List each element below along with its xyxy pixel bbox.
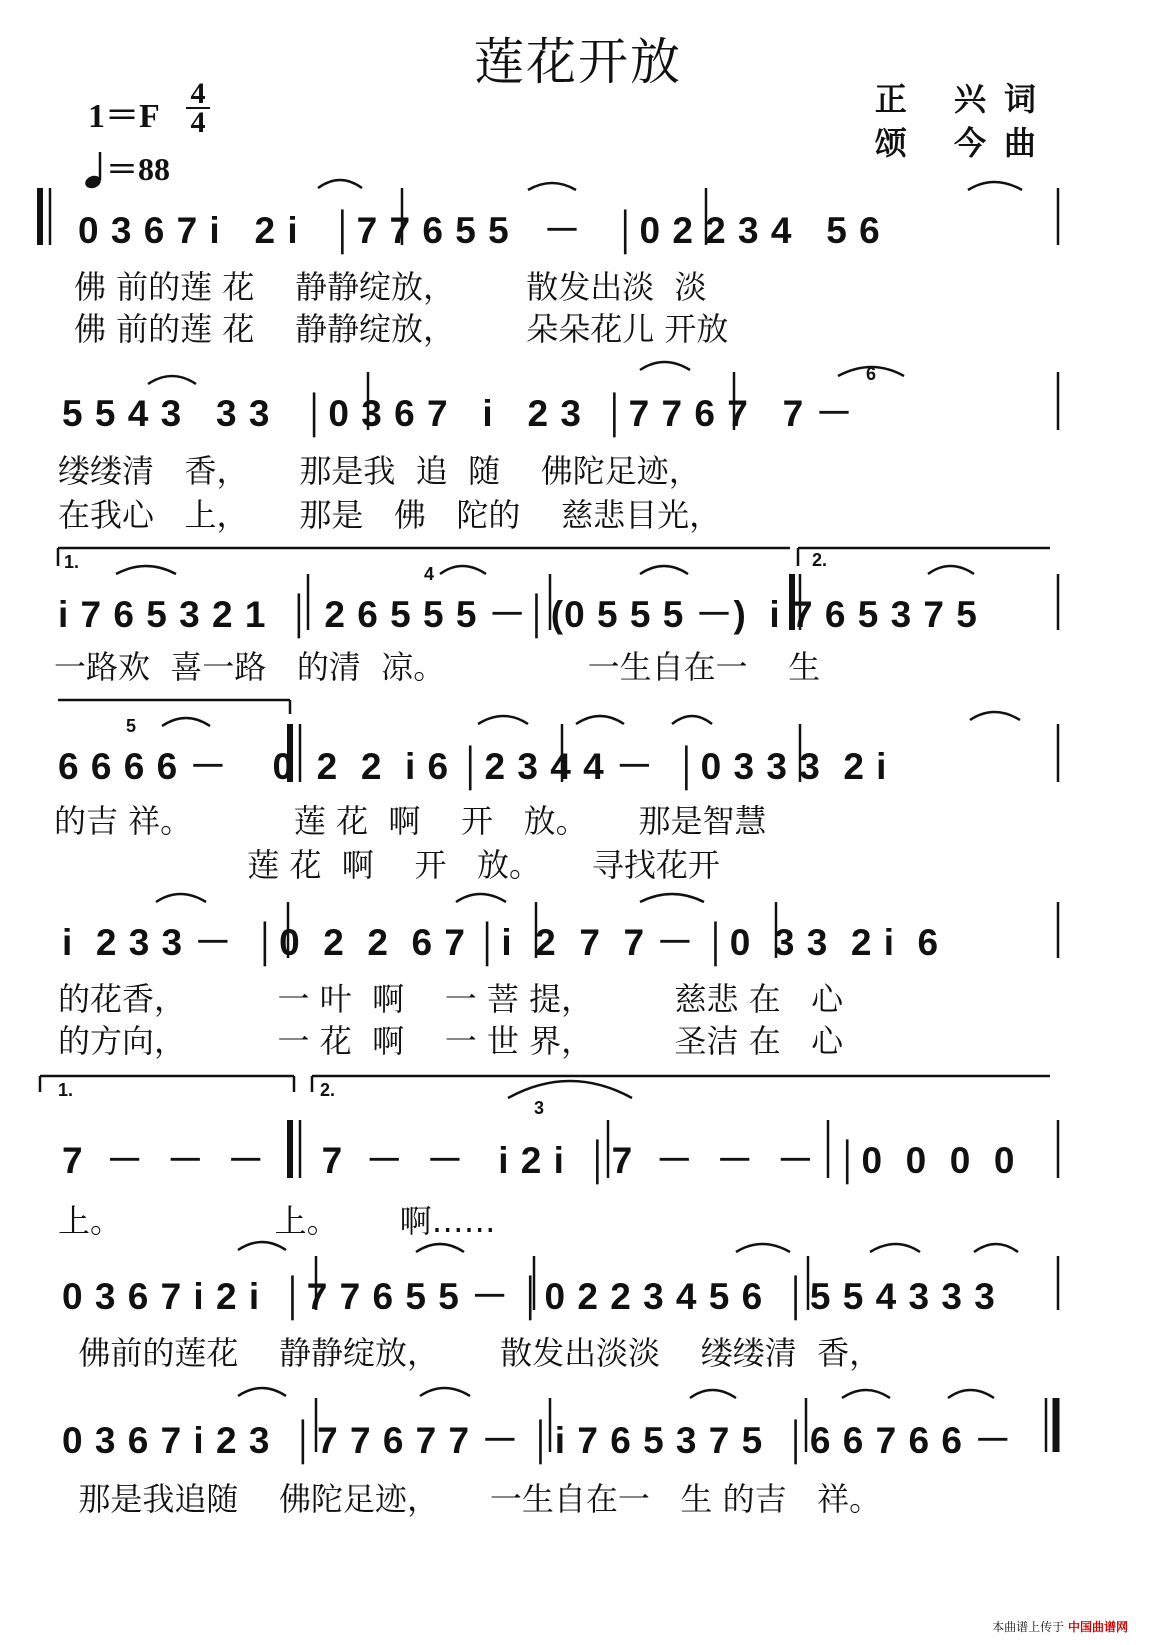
lyric-line: 的花香， 一 叶 啊 一 菩 提， 慈悲 在 心 [58, 980, 844, 1018]
notation-row: 6 6 6 6 － 0 2 2 i 6 │2 3 4 4 － │0 3 3 3 2 i [58, 746, 888, 787]
time-signature-bottom: 4 [190, 106, 206, 139]
footer-credit [992, 1618, 1128, 1635]
notation-row: 0 3 6 7 i 2 i │7 7 6 5 5 － │0 2 2 3 4 5 6 │5 5 4 3 3 3 [62, 1276, 996, 1317]
grace-note-six: 6 [866, 364, 877, 384]
notation-row: i 2 3 3 － │0 2 2 6 7 │i 2 7 7 － │0 3 3 2 i 6 [62, 922, 940, 963]
footer-text: 本曲谱上传于 [992, 1620, 1065, 1634]
volta-first-2: 1. [58, 1080, 74, 1100]
lyric-line: 的方向， 一 花 啊 一 世 界， 圣洁 在 心 [58, 1022, 844, 1060]
lyricist-credit: 正 兴词 [874, 80, 1054, 118]
lyric-line: 的吉 祥。 莲 花 啊 开 放。 那是智慧 [54, 802, 767, 840]
lyric-line: 上。 上。 啊…… [58, 1202, 496, 1240]
lyric-line: 缕缕清 香， 那是我 追 随 佛陀足迹， [58, 452, 701, 490]
lyric-line: 佛 前的莲 花 静静绽放， 朵朵花儿 开放 [74, 310, 729, 348]
volta-second-2: 2. [320, 1080, 336, 1100]
key-signature: 1＝F [88, 98, 160, 135]
composer-credit: 颂 今曲 [874, 124, 1054, 162]
lyric-line: 莲 花 啊 开 放。 寻找花开 [54, 846, 720, 884]
volta-second: 2. [812, 550, 828, 570]
notation-row: i 7 6 5 3 2 1 │ 2 6 5 5 5 －│(0 5 5 5 －) i 7 6 5 3 7 5 [58, 594, 978, 635]
site-logo[interactable]: 中国曲谱网 [1067, 1620, 1128, 1634]
time-signature-top: 4 [190, 77, 206, 110]
grace-note-four: 4 [424, 564, 435, 584]
grace-note-five: 5 [126, 716, 137, 736]
notation-row: 5 5 4 3 3 3 │0 3 6 7 i 2 3 │7 7 6 7 7 － [62, 393, 854, 434]
lyric-line: 那是我追随 佛陀足迹， 一生自在一 生 的吉 祥。 [58, 1480, 882, 1518]
tempo-value: ＝88 [106, 151, 171, 187]
triplet-mark: 3 [534, 1098, 545, 1118]
notation-row: 7 － － － 7 － － i 2 i │7 － － － │0 0 0 0 [62, 1140, 1016, 1181]
lyric-line: 在我心 上， 那是 佛 陀的 慈悲目光， [58, 496, 722, 534]
lyric-line: 佛前的莲花 静静绽放， 散发出淡淡 缕缕清 香， [58, 1334, 882, 1372]
lyric-line: 一路欢 喜一路 的清 凉。 一生自在一 生 [54, 648, 821, 686]
lyric-line: 佛 前的莲 花 静静绽放， 散发出淡 淡 [74, 268, 707, 306]
song-title: 莲花开放 [474, 33, 682, 91]
notation-row: 0 3 6 7 i 2 i │7 7 6 5 5 － │0 2 2 3 4 5 6 [78, 210, 881, 251]
notation-row: 0 3 6 7 i 2 3 │7 7 6 7 7 － │i 7 6 5 3 7 5 │6 6 7 6 6 － [62, 1420, 1013, 1461]
volta-first: 1. [64, 552, 80, 572]
